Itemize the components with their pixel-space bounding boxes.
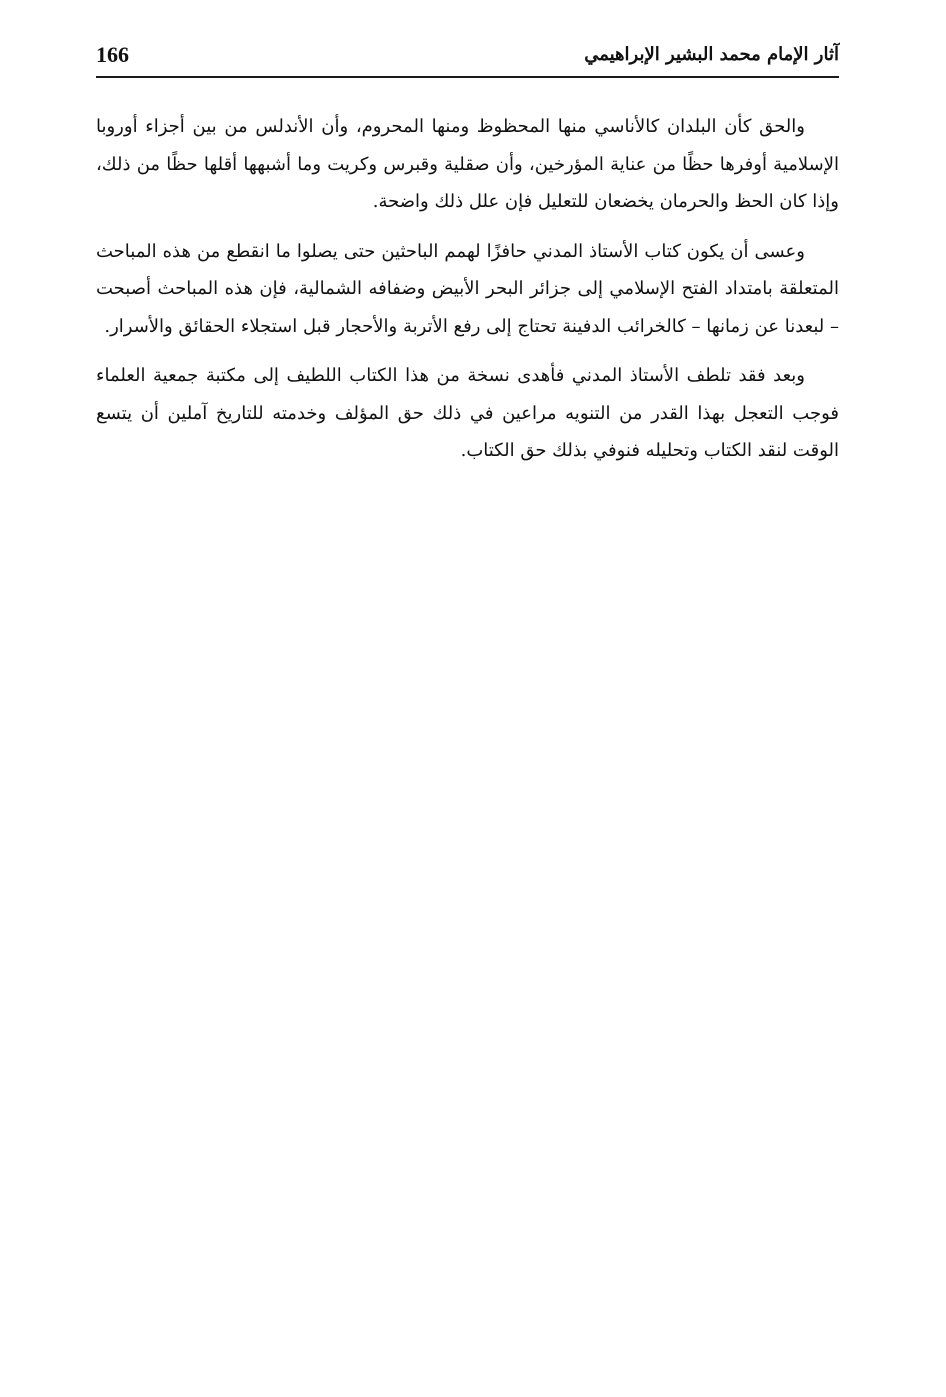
paragraph-2: وعسى أن يكون كتاب الأستاذ المدني حافزًا لهمم الباحثين حتى يصلوا ما انقطع من هذه المباحث المتعلقة بامتداد الفتح الإسلامي إلى جزائر البحر الأبيض وضفافه الشمالية، فإن هذه المباحث أصبحت – لبعدنا عن زمانها – كالخرائب الدفينة تحتاج إلى رفع الأتربة والأحجار قبل استجلاء الحقائق والأسرار.	[96, 240, 839, 337]
paragraph-1: والحق كأن البلدان كالأناسي منها المحظوظ ومنها المحروم، وأن الأندلس من بين أجزاء أوروبا الإسلامية أوفرها حظًا من عناية المؤرخين، وأن صقلية وقبرس وكريت وما أشبهها أقلها حظًا من ذلك، وإذا كان الحظ والحرمان يخضعان للتعليل فإن علل ذلك واضحة.	[96, 116, 839, 212]
header-rule	[96, 76, 839, 78]
running-title: آثار الإمام محمد البشير الإبراهيمي	[584, 44, 839, 65]
page-header	[96, 40, 839, 74]
page-number: 166	[96, 42, 129, 67]
body-text	[96, 108, 839, 482]
paragraph-3: وبعد فقد تلطف الأستاذ المدني فأهدى نسخة من هذا الكتاب اللطيف إلى مكتبة جمعية العلماء فوجب التعجل بهذا القدر من التنويه مراعين في ذلك حق المؤلف وخدمته للتاريخ آملين أن يتسع الوقت لنقد الكتاب وتحليله فنوفي بذلك حق الكتاب.	[96, 365, 839, 461]
